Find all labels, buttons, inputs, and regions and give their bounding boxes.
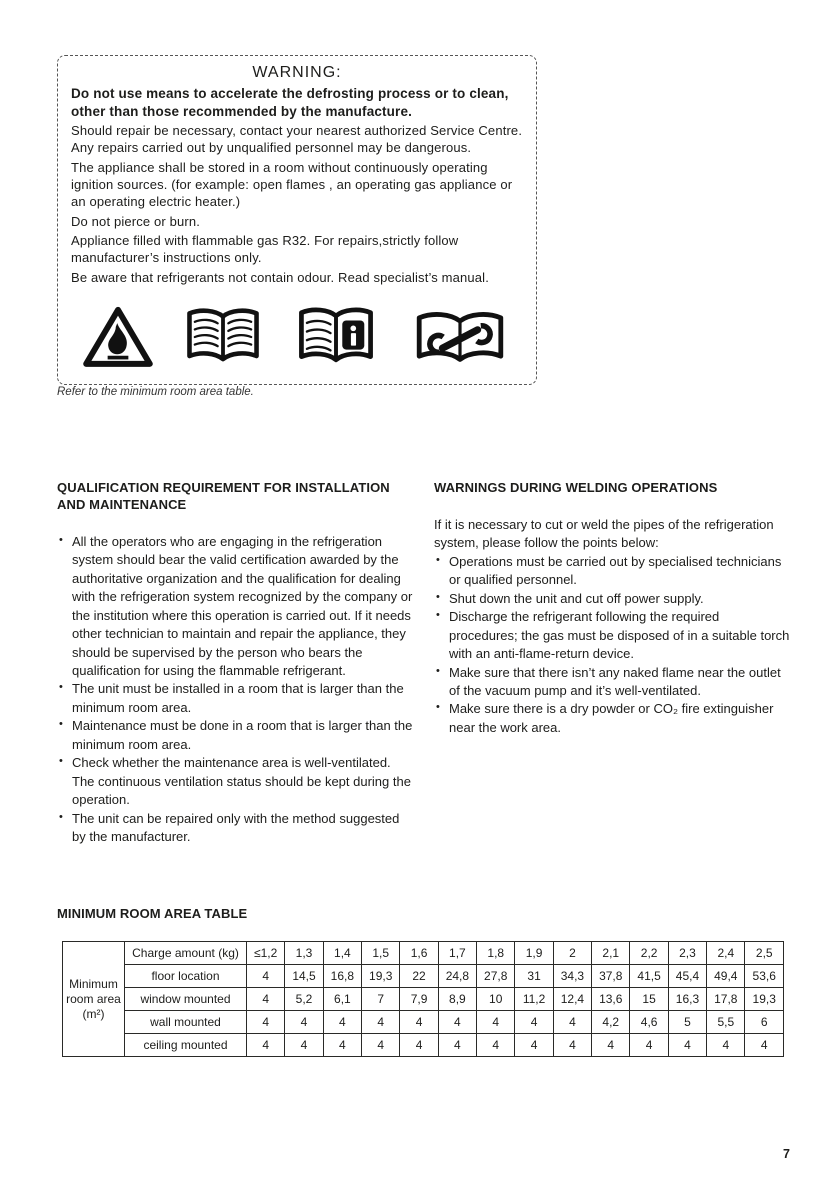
bullet-item [434, 590, 791, 608]
mount-type-label: wall mounted [125, 1011, 247, 1034]
warning-paragraph: The appliance shall be stored in a room without continuously operating ignition sources. (for example: open flames , an operating gas appliance or an operating electric heater.) [71, 159, 513, 209]
bullet-item [57, 533, 414, 681]
area-value: 4 [515, 1011, 553, 1034]
charge-amount-value: 1,9 [515, 942, 553, 965]
area-value: 53,6 [745, 965, 784, 988]
min-room-area-table-body [63, 942, 784, 1057]
table-row [63, 988, 784, 1011]
warning-paragraph: Do not pierce or burn. [71, 213, 201, 229]
bullet-marker: • [436, 553, 440, 566]
min-room-area-table [62, 941, 784, 1057]
area-value: 4 [668, 1034, 706, 1057]
bullet-text: The unit can be repaired only with the method suggested by the manufacturer. [72, 810, 400, 845]
open-manual-icon [181, 305, 265, 369]
bullet-item [57, 680, 414, 717]
area-value: 4 [323, 1034, 361, 1057]
mount-type-label: floor location [125, 965, 247, 988]
bullet-text: Check whether the maintenance area is well-ventilated. The continuous ventilation status should be kept during the operation. [72, 755, 411, 808]
charge-amount-value: ≤1,2 [247, 942, 285, 965]
charge-amount-value: 1,8 [477, 942, 515, 965]
charge-amount-value: 2,5 [745, 942, 784, 965]
area-value: 31 [515, 965, 553, 988]
area-value: 7,9 [400, 988, 438, 1011]
area-value: 14,5 [285, 965, 323, 988]
area-value: 12,4 [553, 988, 591, 1011]
area-value: 5,2 [285, 988, 323, 1011]
body-columns [57, 480, 791, 846]
bullet-marker: • [436, 664, 440, 677]
charge-amount-value: 2 [553, 942, 591, 965]
charge-amount-value: 1,4 [323, 942, 361, 965]
charge-amount-value: 2,3 [668, 942, 706, 965]
bullet-marker: • [436, 701, 440, 714]
bullet-item [434, 700, 791, 737]
area-value: 4 [438, 1011, 476, 1034]
charge-amount-value: 1,5 [362, 942, 400, 965]
area-value: 4 [247, 1011, 285, 1034]
area-value: 4 [362, 1034, 400, 1057]
bullet-text: Discharge the refrigerant following the required procedures; the gas must be disposed of in a suitable torch with an anti-flame-return device. [449, 609, 790, 662]
area-value: 19,3 [362, 965, 400, 988]
area-value: 4 [285, 1034, 323, 1057]
bullet-marker: • [436, 609, 440, 622]
area-value: 4 [323, 1011, 361, 1034]
area-value: 4 [477, 1011, 515, 1034]
area-value: 4 [400, 1034, 438, 1057]
area-value: 24,8 [438, 965, 476, 988]
page-number: 7 [783, 1147, 790, 1161]
warning-icon-row [71, 303, 523, 370]
welding-warnings-section [434, 480, 791, 846]
welding-intro-text: If it is necessary to cut or weld the pipes of the refrigeration system, please follow the points below: [434, 516, 774, 551]
bullet-marker: • [59, 718, 63, 731]
charge-amount-value: 1,6 [400, 942, 438, 965]
row-group-label: Minimum room area (m²) [63, 942, 125, 1057]
area-value: 8,9 [438, 988, 476, 1011]
bullet-item [57, 717, 414, 754]
warning-paragraph: Be aware that refrigerants not contain odour. Read specialist’s manual. [71, 270, 489, 286]
area-value: 17,8 [707, 988, 745, 1011]
area-value: 4 [477, 1034, 515, 1057]
bullet-text: Make sure that there isn’t any naked flame near the outlet of the vacuum pump and it’s well-ventilated. [449, 664, 781, 698]
area-value: 4 [400, 1011, 438, 1034]
area-value: 4 [247, 1034, 285, 1057]
warning-caption: Refer to the minimum room area table. [57, 386, 254, 398]
area-value: 10 [477, 988, 515, 1011]
flammable-warning-icon [81, 303, 155, 370]
area-value: 15 [630, 988, 668, 1011]
charge-amount-value: 2,1 [592, 942, 630, 965]
area-value: 4 [247, 965, 285, 988]
warning-title: WARNING: [252, 64, 342, 81]
welding-bullet-list [434, 553, 791, 738]
area-value: 4 [553, 1011, 591, 1034]
charge-amount-value: 1,7 [438, 942, 476, 965]
charge-amount-header: Charge amount (kg) [125, 942, 247, 965]
welding-warnings-heading: WARNINGS DURING WELDING OPERATIONS [434, 480, 718, 495]
area-value: 4 [630, 1034, 668, 1057]
info-manual-icon [291, 304, 381, 370]
bullet-marker: • [59, 533, 63, 546]
qualification-bullet-list [57, 533, 414, 847]
area-value: 16,3 [668, 988, 706, 1011]
area-value: 4 [515, 1034, 553, 1057]
area-value: 49,4 [707, 965, 745, 988]
min-room-area-heading: MINIMUM ROOM AREA TABLE [57, 906, 248, 921]
table-row [63, 1034, 784, 1057]
bullet-marker: • [436, 590, 440, 603]
bullet-item [434, 664, 791, 701]
bullet-text: The unit must be installed in a room that is larger than the minimum room area. [72, 681, 404, 715]
area-value: 19,3 [745, 988, 784, 1011]
area-value: 4,2 [592, 1011, 630, 1034]
bullet-item [434, 553, 791, 590]
area-value: 4 [745, 1034, 784, 1057]
mount-type-label: ceiling mounted [125, 1034, 247, 1057]
bullet-text: All the operators who are engaging in the refrigeration system should bear the valid certification awarded by the authoritative organization and the qualification for dealing with the refrigeration system recognized by the company or the institution where this operation is carried out. If it needs other technician to maintain and repair the appliance, they should be supervised by the person who bears the qualification for using the flammable refrigerant. [72, 533, 413, 678]
area-value: 6 [745, 1011, 784, 1034]
area-value: 22 [400, 965, 438, 988]
warning-paragraph: Do not use means to accelerate the defrosting process or to clean, other than those recommended by the manufacture. [71, 86, 509, 119]
bullet-marker: • [59, 681, 63, 694]
warning-paragraph: Should repair be necessary, contact your nearest authorized Service Centre. Any repairs carried out by unqualified personnel may be dangerous. [71, 123, 523, 155]
area-value: 16,8 [323, 965, 361, 988]
bullet-marker: • [59, 810, 63, 823]
bullet-item [57, 754, 414, 809]
qualification-heading: QUALIFICATION REQUIREMENT FOR INSTALLATION AND MAINTENANCE [57, 480, 390, 512]
area-value: 4 [285, 1011, 323, 1034]
bullet-text: Shut down the unit and cut off power supply. [449, 590, 704, 606]
area-value: 7 [362, 988, 400, 1011]
area-value: 45,4 [668, 965, 706, 988]
area-value: 37,8 [592, 965, 630, 988]
charge-amount-value: 2,4 [707, 942, 745, 965]
area-value: 5,5 [707, 1011, 745, 1034]
bullet-text: Maintenance must be done in a room that is larger than the minimum room area. [72, 718, 413, 752]
area-value: 6,1 [323, 988, 361, 1011]
area-value: 4 [247, 988, 285, 1011]
area-value: 4 [438, 1034, 476, 1057]
bullet-marker: • [59, 755, 63, 768]
area-value: 4 [707, 1034, 745, 1057]
warning-paragraph: Appliance filled with flammable gas R32. For repairs,strictly follow manufacturer’s instructions only. [71, 233, 459, 266]
area-value: 5 [668, 1011, 706, 1034]
bullet-item [57, 810, 414, 847]
mount-type-label: window mounted [125, 988, 247, 1011]
table-row [63, 1011, 784, 1034]
area-value: 4 [362, 1011, 400, 1034]
area-value: 4 [553, 1034, 591, 1057]
charge-amount-value: 1,3 [285, 942, 323, 965]
bullet-text: Make sure there is a dry powder or CO₂ fire extinguisher near the work area. [449, 701, 774, 735]
area-value: 41,5 [630, 965, 668, 988]
bullet-item [434, 608, 791, 663]
area-value: 4,6 [630, 1011, 668, 1034]
qualification-section [57, 480, 414, 846]
area-value: 27,8 [477, 965, 515, 988]
charge-amount-value: 2,2 [630, 942, 668, 965]
warning-box [57, 55, 537, 385]
area-value: 11,2 [515, 988, 553, 1011]
area-value: 4 [592, 1034, 630, 1057]
bullet-text: Operations must be carried out by specialised technicians or qualified personnel. [449, 553, 782, 588]
area-value: 34,3 [553, 965, 591, 988]
table-row [63, 965, 784, 988]
service-manual-icon [407, 305, 513, 369]
area-value: 13,6 [592, 988, 630, 1011]
